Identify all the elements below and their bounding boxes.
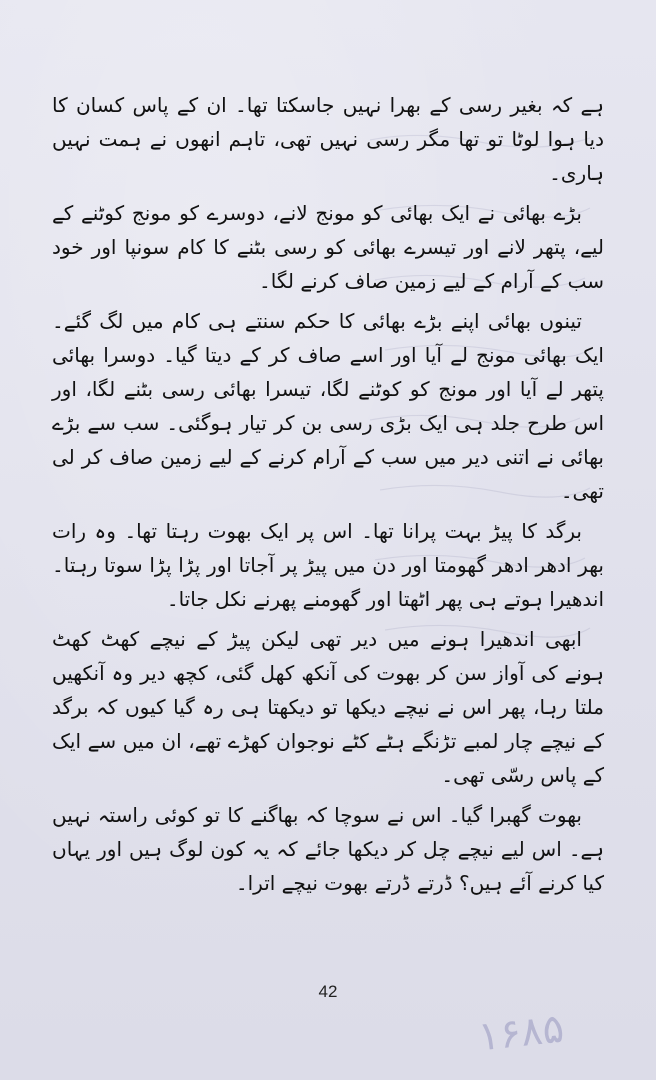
paragraph-2: بڑے بھائی نے ایک بھائی کو مونج لانے، دوسرے کو مونج کوٹنے کے لیے، پتھر لانے اور تیسرے بھائی کو رسی بٹنے کا کام سونپا اور خود سب کے آرام کے لیے زمین صاف کرنے لگا۔ xyxy=(52,201,604,293)
library-stamp: ۱۶۸۵ xyxy=(475,1005,567,1061)
paragraph-4: برگد کا پیڑ بہت پرانا تھا۔ اس پر ایک بھوت رہتا تھا۔ وہ رات بھر ادھر ادھر گھومتا اور دن میں پیڑ پر آجاتا اور پڑا پڑا سوتا رہتا۔ اندھیرا ہوتے ہی پھر اٹھتا اور گھومنے پھرنے نکل جاتا۔ xyxy=(52,519,604,611)
paragraph-5: ابھی اندھیرا ہونے میں دیر تھی لیکن پیڑ کے نیچے کھٹ کھٹ ہونے کی آواز سن کر بھوت کی آنکھ کھل گئی، کچھ دیر وہ آنکھیں ملتا رہا، پھر اس نے نیچے دیکھا تو دیکھتا ہی رہ گیا کیوں کہ برگد کے نیچے چار لمبے تڑنگے ہٹے کٹے نوجوان کھڑے تھے، ان میں سے ایک کے پاس رسّی تھی۔ xyxy=(52,627,604,787)
paragraph-3: تینوں بھائی اپنے بڑے بھائی کا حکم سنتے ہی کام میں لگ گئے۔ ایک بھائی مونج لے آیا اور اسے صاف کر کے دیتا گیا۔ دوسرا بھائی پتھر لے آیا اور مونج کو کوٹنے لگا، تیسرا بھائی رسی بٹنے لگا، اور اس طرح جلد ہی ایک بڑی رسی بن کر تیار ہوگئی۔ سب سے بڑے بھائی نے اتنی دیر میں سب کے آرام کرنے کے لیے زمین صاف کر لی تھی۔ xyxy=(52,309,604,503)
page-number: 42 xyxy=(318,982,338,1001)
paragraph-6: بھوت گھبرا گیا۔ اس نے سوچا کہ بھاگنے کا تو کوئی راستہ نہیں ہے۔ اس لیے نیچے چل کر دیکھا جائے کہ یہ کون لوگ ہیں اور یہاں کیا کرنے آئے ہیں؟ ڈرتے ڈرتے بھوت نیچے اترا۔ xyxy=(52,803,604,895)
paragraph-1: ہے کہ بغیر رسی کے بھرا نہیں جاسکتا تھا۔ ان کے پاس کسان کا دیا ہوا لوٹا تو تھا مگر رسی نہیں تھی، تاہم انھوں نے ہمت نہیں ہاری۔ xyxy=(52,93,604,185)
body-text xyxy=(52,88,604,928)
